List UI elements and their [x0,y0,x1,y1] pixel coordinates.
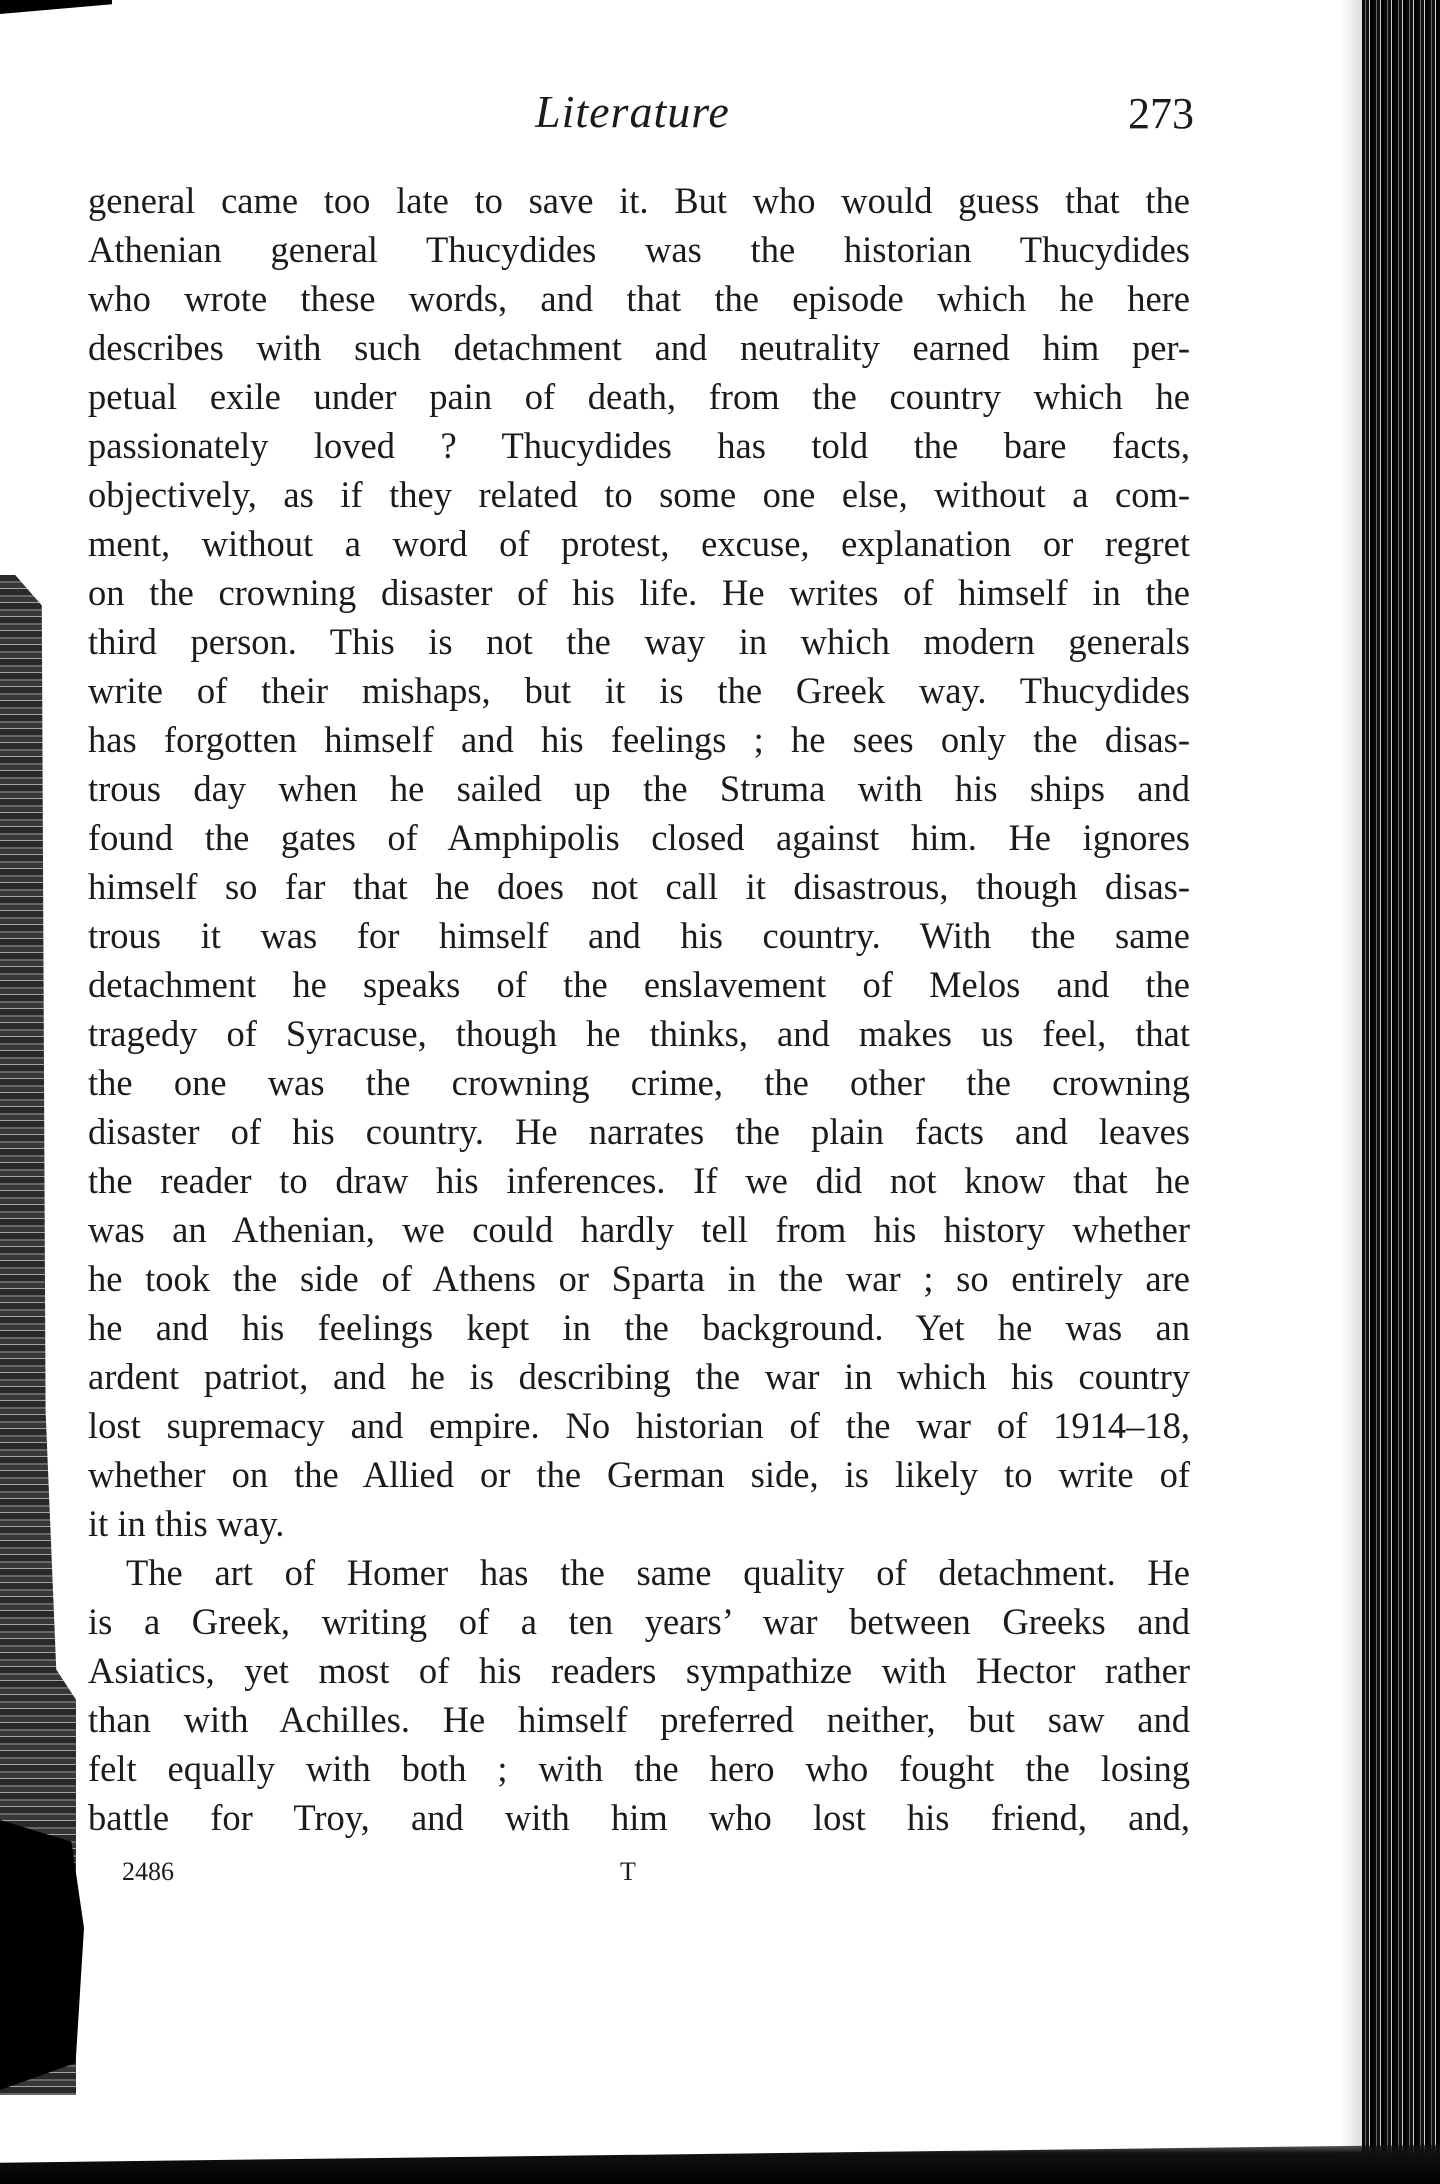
text-line: lost supremacy and empire. No historian of the war of 1914–18, [88,1405,1190,1446]
text-line: passionately loved ? Thucydides has told the bare facts, [88,425,1190,466]
text-line: was an Athenian, we could hardly tell from his history whether [88,1209,1190,1250]
text-line: trous it was for himself and his country. With the same [88,915,1190,956]
text-line: ardent patriot, and he is describing the war in which his country [88,1356,1190,1397]
text-line: has forgotten himself and his feelings ; he sees only the disas- [88,719,1190,760]
text-line: he took the side of Athens or Sparta in the war ; so entirely are [88,1258,1190,1299]
text-line: describes with such detachment and neutrality earned him per- [88,327,1190,368]
text-line: write of their mishaps, but it is the Greek way. Thucydides [88,670,1190,711]
text-line: disaster of his country. He narrates the plain facts and leaves [88,1111,1190,1152]
text-line: general came too late to save it. But who would guess that the [88,180,1190,221]
paragraph-end-line: it in this way. [88,1503,285,1544]
running-title: Literature [535,86,730,137]
text-line: third person. This is not the way in which modern generals [88,621,1190,662]
scan-shadow-bottom-left [0,1820,84,2090]
printer-signature-letter: T [620,1857,636,1886]
text-line: he and his feelings kept in the background. Yet he was an [88,1307,1190,1348]
text-line: trous day when he sailed up the Struma with his ships and [88,768,1190,809]
text-line: himself so far that he does not call it disastrous, though disas- [88,866,1190,907]
page-number: 273 [1128,89,1194,138]
scan-book-edge-right [1362,0,1440,2184]
text-line: felt equally with both ; with the hero who fought the losing [88,1748,1190,1789]
text-line: the reader to draw his inferences. If we did not know that he [88,1160,1190,1201]
text-line: ment, without a word of protest, excuse, explanation or regret [88,523,1190,564]
paragraph-start-line: The art of Homer has the same quality of detachment. He [126,1552,1190,1593]
scan-page-gutter-shadow [1340,0,1362,2184]
text-line: than with Achilles. He himself preferred neither, but saw and [88,1699,1190,1740]
text-line: detachment he speaks of the enslavement of Melos and the [88,964,1190,1005]
body-text [88,176,1190,1842]
text-line: objectively, as if they related to some one else, without a com- [88,474,1190,515]
text-line: Athenian general Thucydides was the historian Thucydides [88,229,1190,270]
text-line: is a Greek, writing of a ten years’ war between Greeks and [88,1601,1190,1642]
text-line: tragedy of Syracuse, though he thinks, and makes us feel, that [88,1013,1190,1054]
text-line: the one was the crowning crime, the other the crowning [88,1062,1190,1103]
text-line: found the gates of Amphipolis closed against him. He ignores [88,817,1190,858]
text-line: whether on the Allied or the German side, is likely to write of [88,1454,1190,1495]
text-line: battle for Troy, and with him who lost his friend, and, [88,1797,1190,1838]
scan-shadow-bottom [0,2128,1440,2184]
text-line: Asiatics, yet most of his readers sympathize with Hector rather [88,1650,1190,1691]
scan-shadow-top-left [0,0,112,14]
printer-signature-number: 2486 [122,1857,174,1886]
text-line: on the crowning disaster of his life. He writes of himself in the [88,572,1190,613]
running-head [0,82,1440,142]
text-line: who wrote these words, and that the episode which he here [88,278,1190,319]
text-line: petual exile under pain of death, from the country which he [88,376,1190,417]
